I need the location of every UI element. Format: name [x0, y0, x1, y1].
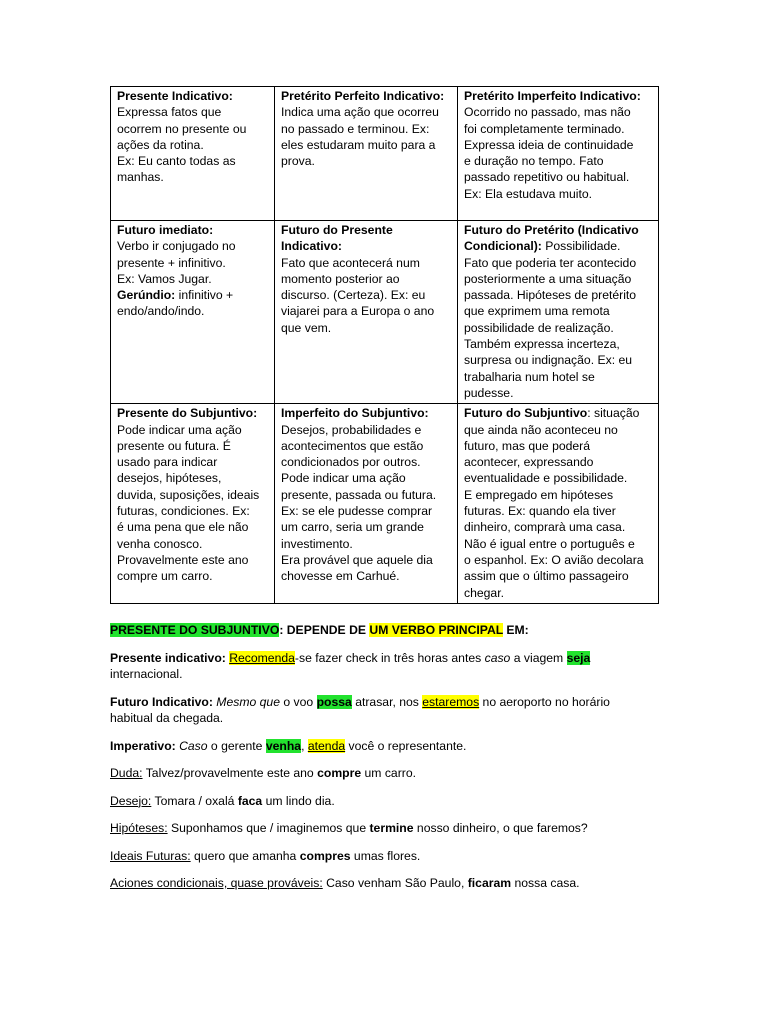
cell-line: duvida, suposições, ideais	[117, 487, 260, 502]
cell-line: usado para indicar	[117, 455, 218, 470]
cell-line: chovesse em Carhué.	[281, 569, 400, 584]
example-label: Aciones condicionais, quase prováveis:	[110, 876, 323, 890]
highlighted-verb: Recomenda	[229, 650, 295, 665]
cell-line: que ainda não aconteceu no	[464, 422, 618, 437]
table-cell-preterito-imperfeito	[458, 87, 659, 221]
cell-title-line	[464, 405, 653, 421]
cell-title: Futuro do Pretérito (Indicativo	[464, 223, 639, 237]
cell-line: ocorrem no presente ou	[117, 121, 247, 136]
example-label: Futuro Indicativo:	[110, 694, 217, 709]
cell-line: passada. Hipóteses de pretérito	[464, 288, 637, 303]
example-text: você o representante.	[345, 738, 467, 753]
conjunction: caso	[484, 650, 511, 665]
example-imperativo	[110, 738, 655, 755]
subjunctive-verb: ficaram	[467, 876, 512, 890]
cell-line: possibilidade de realização.	[464, 320, 614, 335]
example-text: o gerente	[207, 738, 266, 753]
example-futuro-indicativo	[110, 694, 655, 727]
cell-line: eventualidade e possibilidade.	[464, 471, 628, 486]
cell-title-2: Indicativo:	[281, 239, 342, 254]
subjunctive-verb: possa	[316, 694, 352, 709]
cell-line: eles estudaram muito para a	[281, 137, 436, 152]
example-text: internacional.	[110, 667, 183, 681]
cell-line: momento posterior ao	[281, 271, 400, 286]
cell-line: futuras, condiciones. Ex:	[117, 504, 250, 519]
subjunctive-verb: faca	[237, 793, 263, 808]
cell-line: presente, passada ou futura.	[281, 487, 437, 502]
cell-line: Fato que poderia ter acontecido	[464, 255, 637, 270]
cell-line: discurso. (Certeza). Ex: eu	[281, 288, 426, 303]
cell-line: Provavelmente este ano	[117, 552, 249, 567]
cell-title: Futuro imediato:	[117, 223, 214, 237]
cell-line: Ex: Ela estudava muito.	[464, 186, 593, 201]
table-cell-futuro-imediato	[111, 221, 275, 404]
cell-line: e duração no tempo. Fato	[464, 154, 604, 169]
cell-line: Ex: Vamos Jugar.	[117, 271, 212, 286]
cell-line: Ocorrido no passado, mas não	[464, 105, 631, 120]
example-text: um carro.	[361, 766, 416, 780]
cell-line: acontecer, expressando	[464, 455, 594, 470]
conjunction: Caso	[179, 738, 208, 753]
example-text: quero que amanha	[190, 848, 300, 863]
example-text: nosso dinheiro, o que faremos?	[413, 821, 588, 835]
example-text: atrasar, nos	[351, 694, 423, 709]
cell-line: o espanhol. Ex: O avião decolara	[464, 552, 644, 567]
cell-line: pudesse.	[464, 385, 514, 400]
heading-highlight-yellow: UM VERBO PRINCIPAL	[369, 623, 504, 637]
table-row	[111, 221, 659, 404]
example-text: Suponhamos que / imaginemos que	[167, 821, 370, 835]
cell-line: venha conosco.	[117, 536, 203, 551]
cell-line: compre um carro.	[117, 569, 213, 584]
cell-line: chegar.	[464, 585, 504, 600]
cell-line: acontecimentos que estão	[281, 438, 424, 453]
cell-line: Verbo ir conjugado no	[117, 239, 236, 254]
cell-line: um carro, seria um grande	[281, 520, 424, 535]
cell-line: Pode indicar uma ação	[117, 422, 242, 437]
example-label: Ideais Futuras:	[110, 848, 191, 863]
cell-line: ações da rotina.	[117, 137, 204, 152]
cell-title: Presente do Subjuntivo:	[117, 406, 258, 421]
cell-line: presente ou futura. É	[117, 438, 231, 453]
cell-line: foi completamente terminado.	[464, 121, 625, 136]
table-cell-futuro-subjuntivo	[458, 404, 659, 604]
example-duda	[110, 765, 655, 782]
cell-title-2: Condicional):	[464, 239, 542, 254]
heading-highlight-green: PRESENTE DO SUBJUNTIVO	[110, 623, 280, 637]
cell-title-rest: : situação	[587, 406, 640, 421]
cell-line: surpresa ou indignação. Ex: eu	[464, 353, 633, 368]
cell-title-2-line	[464, 238, 653, 254]
cell-line: E empregado em hipóteses	[464, 487, 614, 502]
cell-line: dinheiro, comprarà uma casa.	[464, 520, 626, 535]
example-label: Imperativo:	[110, 738, 180, 753]
conjunction: Mesmo que	[216, 694, 280, 709]
subjunctive-verb: termine	[369, 821, 414, 835]
heading-text-end: EM:	[503, 623, 529, 637]
cell-line: Fato que acontecerá num	[281, 255, 420, 270]
cell-line: endo/ando/indo.	[117, 304, 205, 319]
example-label: Hipóteses:	[110, 821, 168, 835]
verb-tenses-table	[110, 86, 659, 604]
example-text: Caso venham São Paulo,	[322, 876, 468, 890]
example-text: -se fazer check in três horas antes	[294, 650, 485, 665]
subjunctive-verb: venha	[265, 738, 302, 753]
example-text: o voo	[279, 694, 317, 709]
cell-line: futuro, mas que poderá	[464, 438, 591, 453]
example-desejo	[110, 793, 655, 810]
cell-title: Futuro do Presente	[281, 223, 393, 237]
notes-section	[110, 622, 655, 903]
cell-line: que vem.	[281, 320, 332, 335]
cell-title-2-rest: Possibilidade.	[541, 239, 621, 254]
cell-title: Imperfeito do Subjuntivo:	[281, 406, 429, 421]
example-presente-indicativo	[110, 650, 655, 683]
cell-line: prova.	[281, 154, 315, 169]
cell-title: Presente Indicativo:	[117, 89, 233, 103]
example-text: Talvez/provavelmente este ano	[142, 766, 318, 780]
cell-line: viajarei para a Europa o ano	[281, 304, 435, 319]
cell-line-gerundio	[117, 287, 269, 303]
table-cell-futuro-preterito	[458, 221, 659, 404]
cell-line: condicionados por outros.	[281, 455, 421, 470]
table-row	[111, 87, 659, 221]
example-text: Tomara / oxalá	[151, 793, 238, 808]
cell-line: Expressa fatos que	[117, 105, 222, 120]
cell-line: Indica uma ação que ocorreu	[281, 105, 439, 120]
table-cell-futuro-presente	[275, 221, 458, 404]
cell-line: Expressa ideia de continuidade	[464, 137, 634, 152]
cell-title: Pretérito Imperfeito Indicativo:	[464, 89, 641, 103]
subjunctive-verb: compres	[299, 848, 351, 863]
example-text: nossa casa.	[511, 876, 580, 890]
cell-line: presente + infinitivo.	[117, 255, 226, 270]
example-text: no aeroporto no horário	[479, 694, 610, 709]
cell-line: é uma pena que ele não	[117, 520, 249, 535]
cell-title: Futuro do Subjuntivo	[464, 406, 588, 421]
example-text: umas flores.	[350, 848, 421, 863]
cell-line: passado repetitivo ou habitual.	[464, 170, 630, 185]
example-label: Presente indicativo:	[110, 650, 230, 665]
table-cell-presente-indicativo	[111, 87, 275, 221]
cell-line: Ex: se ele pudesse comprar	[281, 504, 433, 519]
cell-line: posteriormente a uma situação	[464, 271, 632, 286]
cell-line: Ex: Eu canto todas as	[117, 154, 236, 169]
cell-line: que exprimem uma remota	[464, 304, 610, 319]
table-row	[111, 404, 659, 604]
table-cell-presente-subjuntivo	[111, 404, 275, 604]
example-text: a viagem	[510, 650, 567, 665]
cell-line: assim que o último passageiro	[464, 569, 629, 584]
section-heading	[110, 622, 655, 639]
cell-line: manhas.	[117, 170, 164, 185]
example-aciones-condicionais	[110, 875, 655, 892]
cell-line: Era provável que aquele dia	[281, 552, 433, 567]
gerundio-text: infinitivo +	[175, 288, 234, 303]
table-cell-preterito-perfeito	[275, 87, 458, 221]
subjunctive-verb: seja	[566, 650, 591, 665]
cell-line: Pode indicar uma ação	[281, 471, 406, 486]
cell-line: Não é igual entre o português e	[464, 536, 635, 551]
cell-line: Também expressa incerteza,	[464, 337, 620, 352]
table-cell-imperfeito-subjuntivo	[275, 404, 458, 604]
gerundio-label: Gerúndio:	[117, 288, 176, 303]
example-ideais-futuras	[110, 848, 655, 865]
example-text: um lindo dia.	[262, 793, 335, 808]
cell-line: trabalharia num hotel se	[464, 369, 595, 384]
cell-line: investimento.	[281, 536, 353, 551]
cell-title: Pretérito Perfeito Indicativo:	[281, 89, 445, 103]
example-text: ,	[301, 738, 308, 753]
highlighted-verb: atenda	[307, 738, 346, 753]
example-text: habitual da chegada.	[110, 711, 224, 725]
highlighted-verb: estaremos	[422, 694, 480, 709]
subjunctive-verb: compre	[317, 766, 362, 780]
heading-text: : DEPENDE DE	[279, 623, 370, 637]
example-label: Desejo:	[110, 793, 152, 808]
example-hipoteses	[110, 820, 655, 837]
cell-line: no passado e terminou. Ex:	[281, 121, 430, 136]
cell-line: Desejos, probabilidades e	[281, 422, 422, 437]
example-label: Duda:	[110, 766, 143, 780]
cell-line: futuras. Ex: quando ela tiver	[464, 504, 616, 519]
cell-line: desejos, hipóteses,	[117, 471, 222, 486]
